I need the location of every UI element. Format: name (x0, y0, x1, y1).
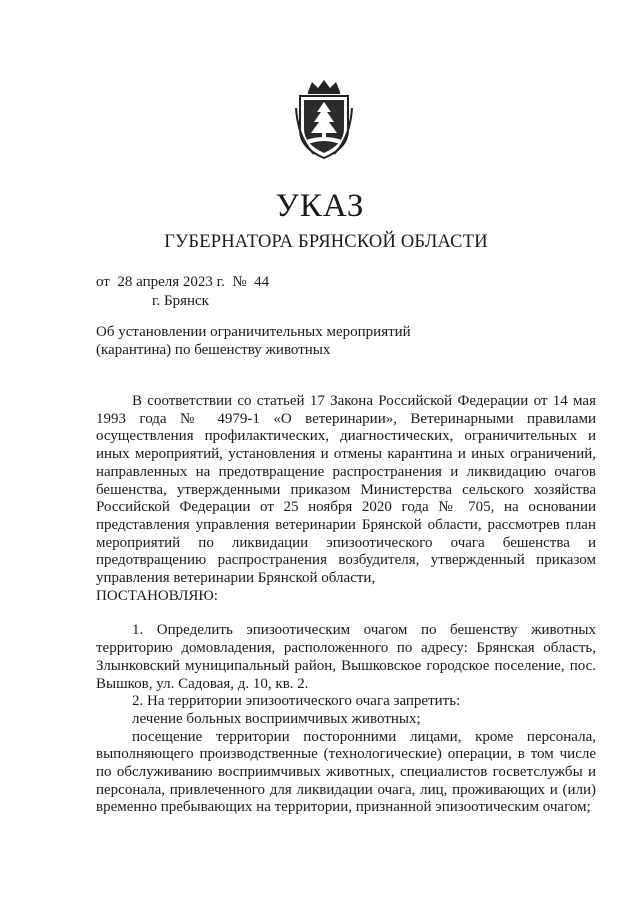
document-subject (96, 323, 456, 359)
preamble-paragraph: В соответствии со статьей 17 Закона Российской Федерации от 14 мая 1993 года № 4979-1 «О ветеринарии», Ветеринарными правилами осуществления профилактических, диагностических, ограничительных и иных мероприятий, установления и отмены карантина и иных ограничений, направленных на предотвращение распространения и ликвидацию очагов бешенства, утвержденными приказом Министерства сельского хозяйства Российской Федерации от 25 ноября 2020 года № 705, на основании представления управления ветеринарии Брянской области, рассмотрев план мероприятий по ликвидации эпизоотического очага бешенства и предотвращению распространения возбудителя, утвержденный приказом управления ветеринарии Брянской области, (96, 393, 596, 587)
item-2-paragraph: 2. На территории эпизоотического очага запретить: (132, 693, 461, 710)
item-2-subitem-2: посещение территории посторонними лицами, кроме персонала, выполняющего производственные (технологические) операции, в том числе по обслуживанию восприимчивых животных, специалистов госветслужбы и персонала, привлеченного для ликвидации очага, лиц, проживающих и (или) временно пребывающих на территории, признанной эпизоотическим очагом; (96, 728, 596, 816)
document-number: 44 (254, 274, 270, 290)
number-sign: № (232, 274, 247, 290)
item-1-paragraph: 1. Определить эпизоотическим очагом по бешенству животных территорию домовладения, расположенного по адресу: Брянская область, Злынковский муниципальный район, Вышковское городское поселение, пос. Вышков, ул. Садовая, д. 10, кв. 2. (96, 622, 596, 692)
document-city: г. Брянск (152, 293, 209, 309)
subject-line-2: (карантина) по бешенству животных (96, 342, 331, 358)
document-body (96, 393, 596, 817)
date-prefix: от (96, 274, 110, 290)
item-2-subitem-1: лечение больных восприимчивых животных; (132, 710, 421, 727)
document-title: УКАЗ (275, 188, 365, 224)
document-issuer: ГУБЕРНАТОРА БРЯНСКОЙ ОБЛАСТИ (164, 232, 488, 252)
date-number-line (96, 273, 269, 292)
subject-line-1: Об установлении ограничительных мероприятий (96, 324, 411, 340)
document-date: 28 апреля 2023 г. (117, 274, 225, 290)
resolve-heading: ПОСТАНОВЛЯЮ: (96, 587, 218, 604)
coat-of-arms-icon (294, 78, 354, 160)
